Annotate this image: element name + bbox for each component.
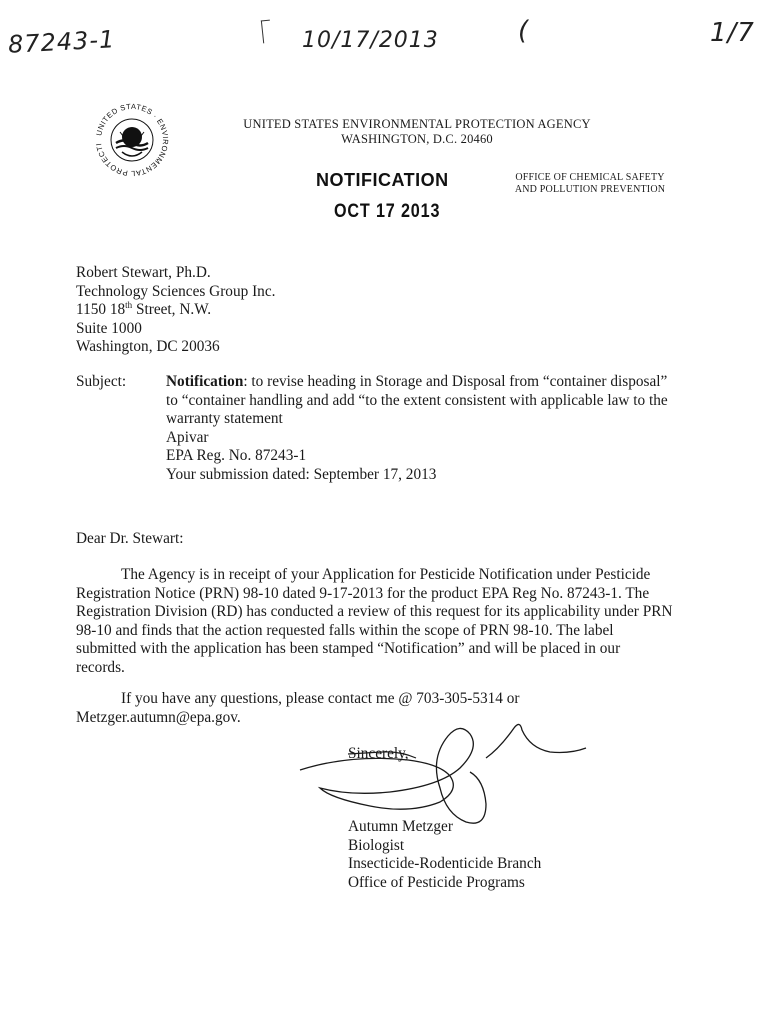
recipient-city: Washington, DC 20036 <box>76 338 220 356</box>
signer-title: Biologist <box>348 836 405 854</box>
p1-line-4: 98-10 and finds that the action requested falls within the scope of PRN 98-10. The label <box>76 621 614 639</box>
subject-line-3: warranty statement <box>166 410 283 428</box>
recipient-address <box>76 264 275 357</box>
subject-reg-no: EPA Reg. No. 87243-1 <box>166 447 307 465</box>
signature-block <box>348 818 541 892</box>
handwritten-bracket-mark <box>261 20 272 44</box>
recipient-suite: Suite 1000 <box>76 319 142 337</box>
subject-product: Apivar <box>166 428 209 446</box>
office-line-2: AND POLLUTION PREVENTION <box>514 184 666 195</box>
signer-office: Office of Pesticide Programs <box>348 873 525 891</box>
office-info <box>505 172 675 196</box>
handwritten-paren-mark: ( <box>518 16 530 46</box>
notification-stamp: NOTIFICATION <box>316 170 449 190</box>
closing: Sincerely, <box>348 745 409 762</box>
office-line-1: OFFICE OF CHEMICAL SAFETY <box>515 172 665 183</box>
subject-line-2: to “container handling and add “to the extent consistent with applicable law to the <box>166 391 668 409</box>
subject-block <box>166 373 668 485</box>
p1-line-3: Registration Division (RD) has conducted a review of this request for its applicability under PRN <box>76 603 673 621</box>
epa-seal <box>92 100 172 180</box>
p1-line-5: submitted with the application has been stamped “Notification” and will be placed in our <box>76 640 621 658</box>
recipient-company: Technology Sciences Group Inc. <box>76 282 276 300</box>
p1-line-2: Registration Notice (PRN) 98-10 dated 9-17-2013 for the product EPA Reg No. 87243-1. The <box>76 584 650 602</box>
signer-branch: Insecticide-Rodenticide Branch <box>348 855 542 873</box>
epa-seal-icon <box>92 100 172 180</box>
p1-line-1: The Agency is in receipt of your Application for Pesticide Notification under Pesticide <box>121 566 651 583</box>
p2-line-1: If you have any questions, please contact me @ 703-305-5314 or <box>121 690 520 707</box>
agency-location: WASHINGTON, D.C. 20460 <box>341 132 493 146</box>
body-paragraph-1 <box>76 566 696 678</box>
subject-label: Subject: <box>76 373 127 390</box>
p1-line-6: records. <box>76 658 125 676</box>
agency-name: UNITED STATES ENVIRONMENTAL PROTECTION AGENCY <box>243 117 591 131</box>
agency-header <box>232 117 602 147</box>
p2-contact-email: Metzger.autumn@epa.gov. <box>76 708 241 726</box>
subject-line-1: Notification: to revise heading in Storage and Disposal from “container disposal” <box>166 373 668 390</box>
handwritten-reg-no: 87243-1 <box>7 25 116 59</box>
subject-submission-date: Your submission dated: September 17, 2013 <box>166 465 437 483</box>
recipient-name: Robert Stewart, Ph.D. <box>76 264 211 281</box>
handwritten-date: 10/17/2013 <box>302 28 439 53</box>
handwritten-page-count: 1/7 <box>710 18 755 48</box>
stamp-date: OCT 17 2013 <box>334 201 441 222</box>
svg-text:UNITED STATES · ENVIRONMENTAL: UNITED STATES · ENVIRONMENTAL PROTECTI <box>94 101 171 179</box>
recipient-street: 1150 18th Street, N.W. <box>76 300 212 319</box>
salutation: Dear Dr. Stewart: <box>76 530 184 547</box>
signer-name: Autumn Metzger <box>348 818 453 835</box>
